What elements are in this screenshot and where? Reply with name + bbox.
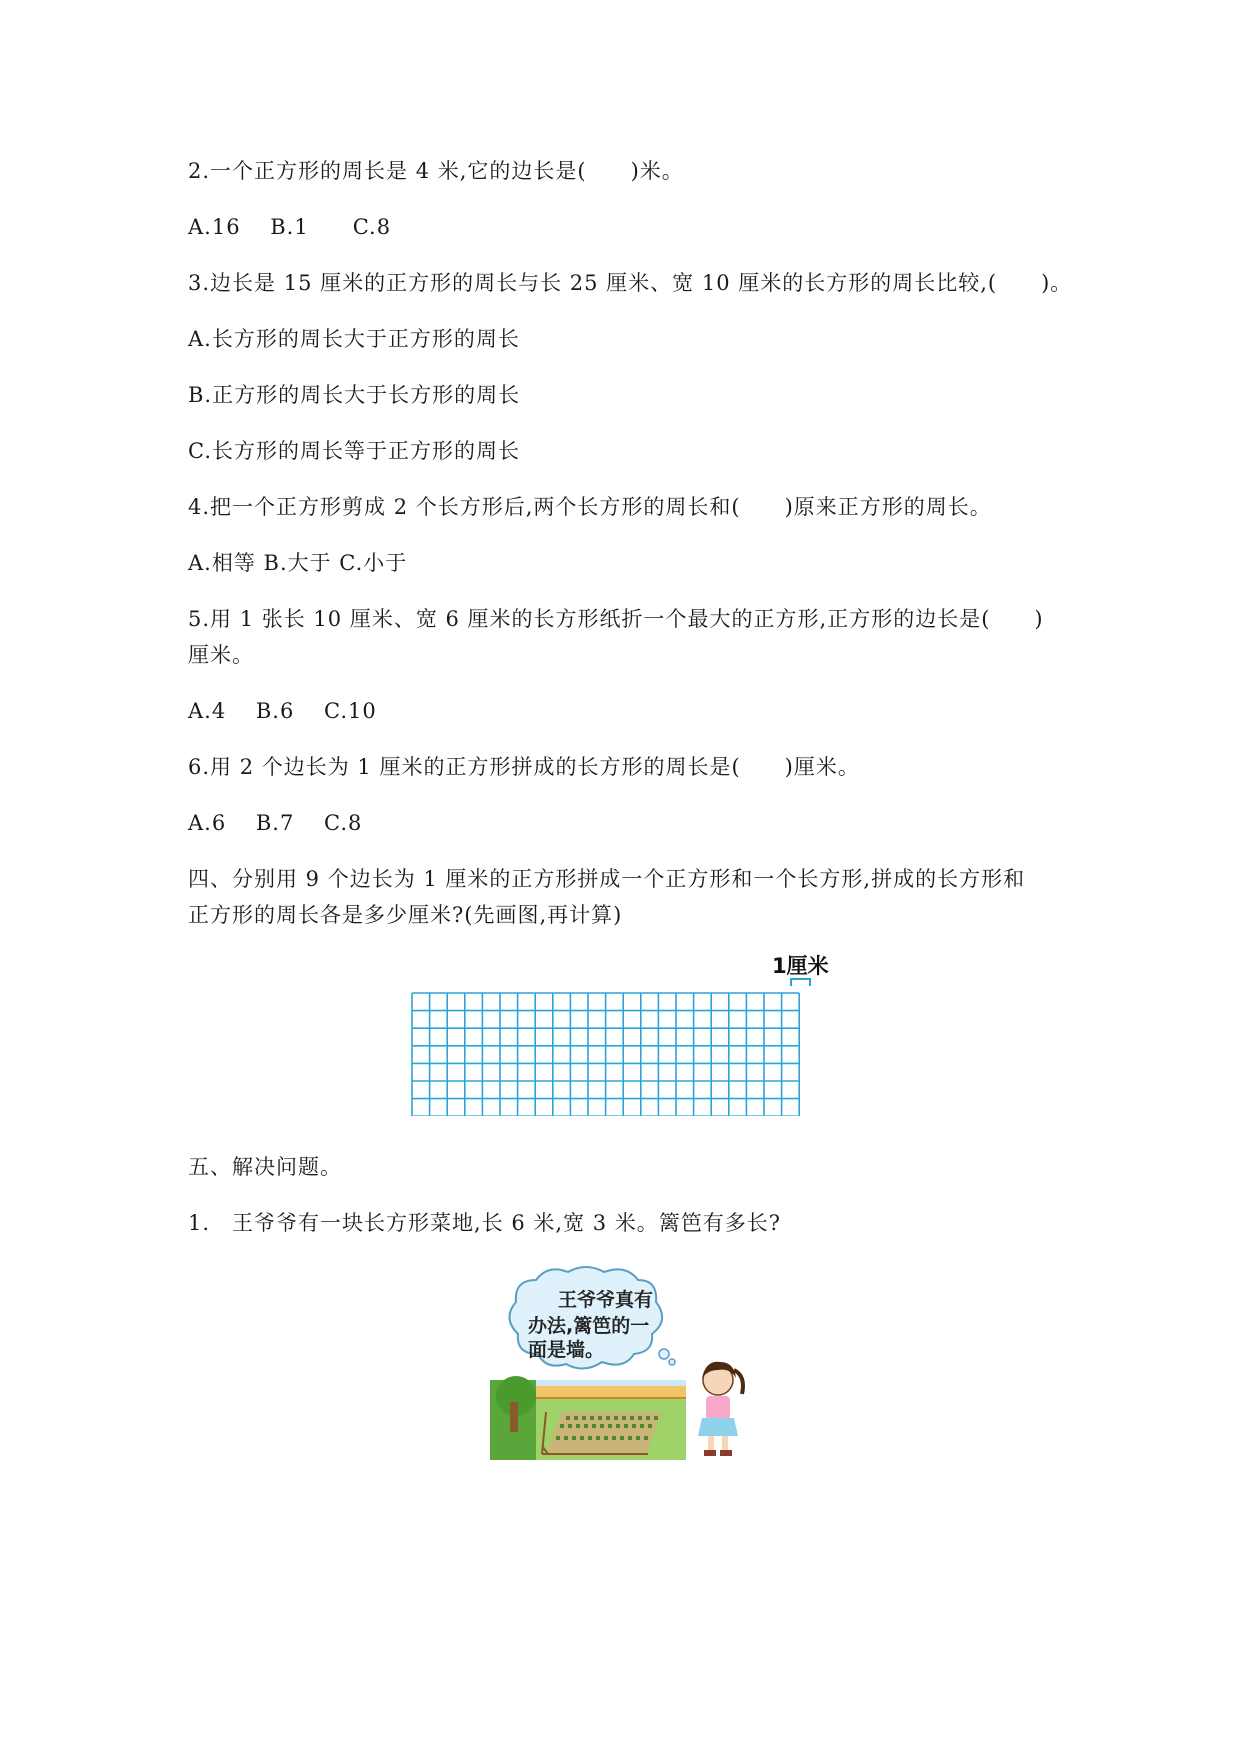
question-4-options: A.相等 B.大于 C.小于 xyxy=(188,551,408,575)
problem-1: 1. 王爷爷有一块长方形菜地,长 6 米,宽 3 米。篱笆有多长? xyxy=(188,1211,782,1235)
garden-scene xyxy=(490,1376,686,1460)
speech-bubble xyxy=(509,1267,675,1369)
question-2: 2.一个正方形的周长是 4 米,它的边长是( )米。 xyxy=(188,159,684,183)
bubble-line-3: 面是墙。 xyxy=(528,1339,605,1361)
section-4-line2: 正方形的周长各是多少厘米?(先画图,再计算) xyxy=(188,903,623,927)
question-3-option-a: A.长方形的周长大于正方形的周长 xyxy=(188,327,520,351)
bubble-line-2: 办法,篱笆的一 xyxy=(528,1315,650,1337)
section-5-heading: 五、解决问题。 xyxy=(188,1155,342,1179)
question-3: 3.边长是 15 厘米的正方形的周长与长 25 厘米、宽 10 厘米的长方形的周长比较,( )。 xyxy=(188,271,1073,295)
garden-illustration xyxy=(486,1262,756,1462)
question-3-option-c: C.长方形的周长等于正方形的周长 xyxy=(188,439,520,463)
grid-unit-bracket xyxy=(790,978,811,986)
question-4: 4.把一个正方形剪成 2 个长方形后,两个长方形的周长和( )原来正方形的周长。 xyxy=(188,495,992,519)
square-grid xyxy=(411,992,811,1120)
question-5-line2: 厘米。 xyxy=(188,643,254,667)
grid-unit-label: 1厘米 xyxy=(772,954,829,978)
bubble-line-1: 王爷爷真有 xyxy=(558,1289,654,1311)
question-6-options: A.6 B.7 C.8 xyxy=(188,811,363,835)
question-5-line1: 5.用 1 张长 10 厘米、宽 6 厘米的长方形纸折一个最大的正方形,正方形的边长是( ) xyxy=(188,607,1044,631)
question-2-options: A.16 B.1 C.8 xyxy=(188,215,392,239)
question-5-options: A.4 B.6 C.10 xyxy=(188,699,377,723)
question-3-option-b: B.正方形的周长大于长方形的周长 xyxy=(188,383,521,407)
girl-figure xyxy=(698,1362,743,1456)
section-4-line1: 四、分别用 9 个边长为 1 厘米的正方形拼成一个正方形和一个长方形,拼成的长方形和 xyxy=(188,867,1026,891)
grid-svg xyxy=(411,992,811,1116)
question-6: 6.用 2 个边长为 1 厘米的正方形拼成的长方形的周长是( )厘米。 xyxy=(188,755,860,779)
